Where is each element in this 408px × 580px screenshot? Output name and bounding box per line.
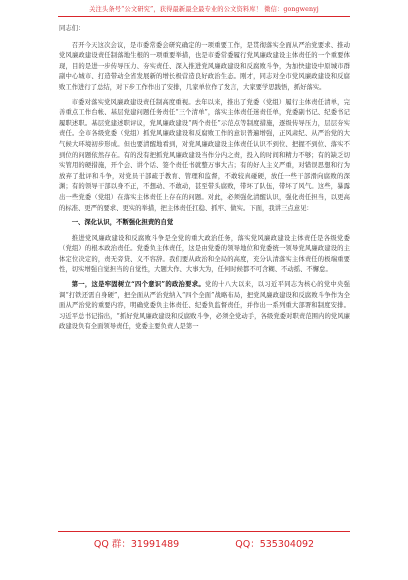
section-paragraph-2 — [59, 280, 350, 333]
footer-divider — [58, 531, 350, 532]
footer-qq-group: QQ 群：31991489 — [93, 539, 180, 550]
document-body — [59, 24, 350, 337]
intro-paragraph-1: 召开今天这次会议，是市委常委会研究确定的一项重要工作，是贯彻落实全面从严治党要求、推动党风廉政建设责任制落地生根的一项重要举措，也是市委常委履行党风廉政建设主体责任的一个重要体现，目的是进一步传导压力、夯实责任、深入推进党风廉政建设和反腐败斗争，为加快建设中原城市群副中心城市、打造带动全省发展新的增长极营造良好政治生态。刚才，同志对全市党风廉政建设和反腐败工作进行了总结，对下步工作作出了安排，几家单位作了发言，大家要学思践悟，抓好落实。 — [59, 41, 350, 91]
section-paragraph-1: 推进党风廉政建设和反腐败斗争是全党的重大政治任务，落实党风廉政建设主体责任是各级党委（党组）的根本政治责任。党委负主体责任，这是由党委的领导地位和党委统一领导党风廉政建设的主体定位决定的，责无旁贷、义不容辞。我们要从政治和全局的高度，充分认清落实主体责任的极端重要性，切实增强自觉担当的自觉性，大题大作、大事大为，任何时候都不可含糊、不动摇、不懈怠。 — [59, 234, 350, 274]
salutation: 同志们： — [59, 25, 85, 32]
header-banner: 关注头条号“公文研究”，获得最新最全最专业的公文资料库！ 微信：gongwenyj — [89, 6, 319, 13]
paragraph-lead: 第一，这是牢固树立“四个意识”的政治要求。 — [71, 281, 205, 289]
footer-qq: QQ：535304092 — [235, 539, 315, 550]
footer — [0, 536, 408, 550]
section-heading: 一、深化认识，不断强化担责的自觉 — [71, 219, 174, 227]
header-divider — [58, 16, 350, 17]
intro-paragraph-2: 市委对落实党风廉政建设责任制高度重视。去年以来，推出了党委（党组）履行主体责任清单，完善重点工作台帐、基层党建问题任务责任“三个清单”，落实主体责任迷责任单，党委副书记、纪委书记履职述职。基层党建述职评议，党风廉政建设“两个责任”示范点等制度措施，逐级传导压力，层层夯实责任。全市各级党委（党组）抓党风廉政建设和反腐败工作的意识普遍增强，正风肃纪、从严治党的大气候大环境初步形成。但也要清醒地看到，对党风廉政建设主体责任认识不到位、把握不到位、落实不到位的问题依然存在。有的没有把抓党风廉政建设当作分内之责，投入的时间和精力不够；有的缺乏切实管用的硬措施，开个会、讲个话、签个责任书就整万事大吉；有的好人主义严重，对错误思想和行为放弃了批评和斗争，对党员干部疏于教育、管理和监督，不敢较真碰硬，放任一些干部滑向腐败的深渊；有的领导干部以身不正，不想动、不敢动，甚至带头腐败，带坏了队伍，带坏了风气。这些，暴露出一些党委（党组）在落实主体责任上存在的问题。对此，必须强化清醒认识，强化责任担当，以更高的标准、更严的要求、更实的举措，把主体责任扛稳、抓牢、做实。下面，我讲三点意见： — [59, 98, 350, 212]
paragraph-text: 党的十八大以来，以习近平同志为核心的党中央强调“打铁还需自身硬”，把全面从严治党纳入“四个全面”战略布局，把党风廉政建设和反腐败斗争作为全面从严治党的重要内容，明确党委负主体责任、纪委负监督责任，并作出一系列重大部署和制度安排。习近平总书记指出，“抓好党风廉政建设和反腐败斗争，必须全党动手，各级党委对职责范围内的党风廉政建设负有全面领导责任，党委主要负责人是第一 — [59, 281, 350, 331]
